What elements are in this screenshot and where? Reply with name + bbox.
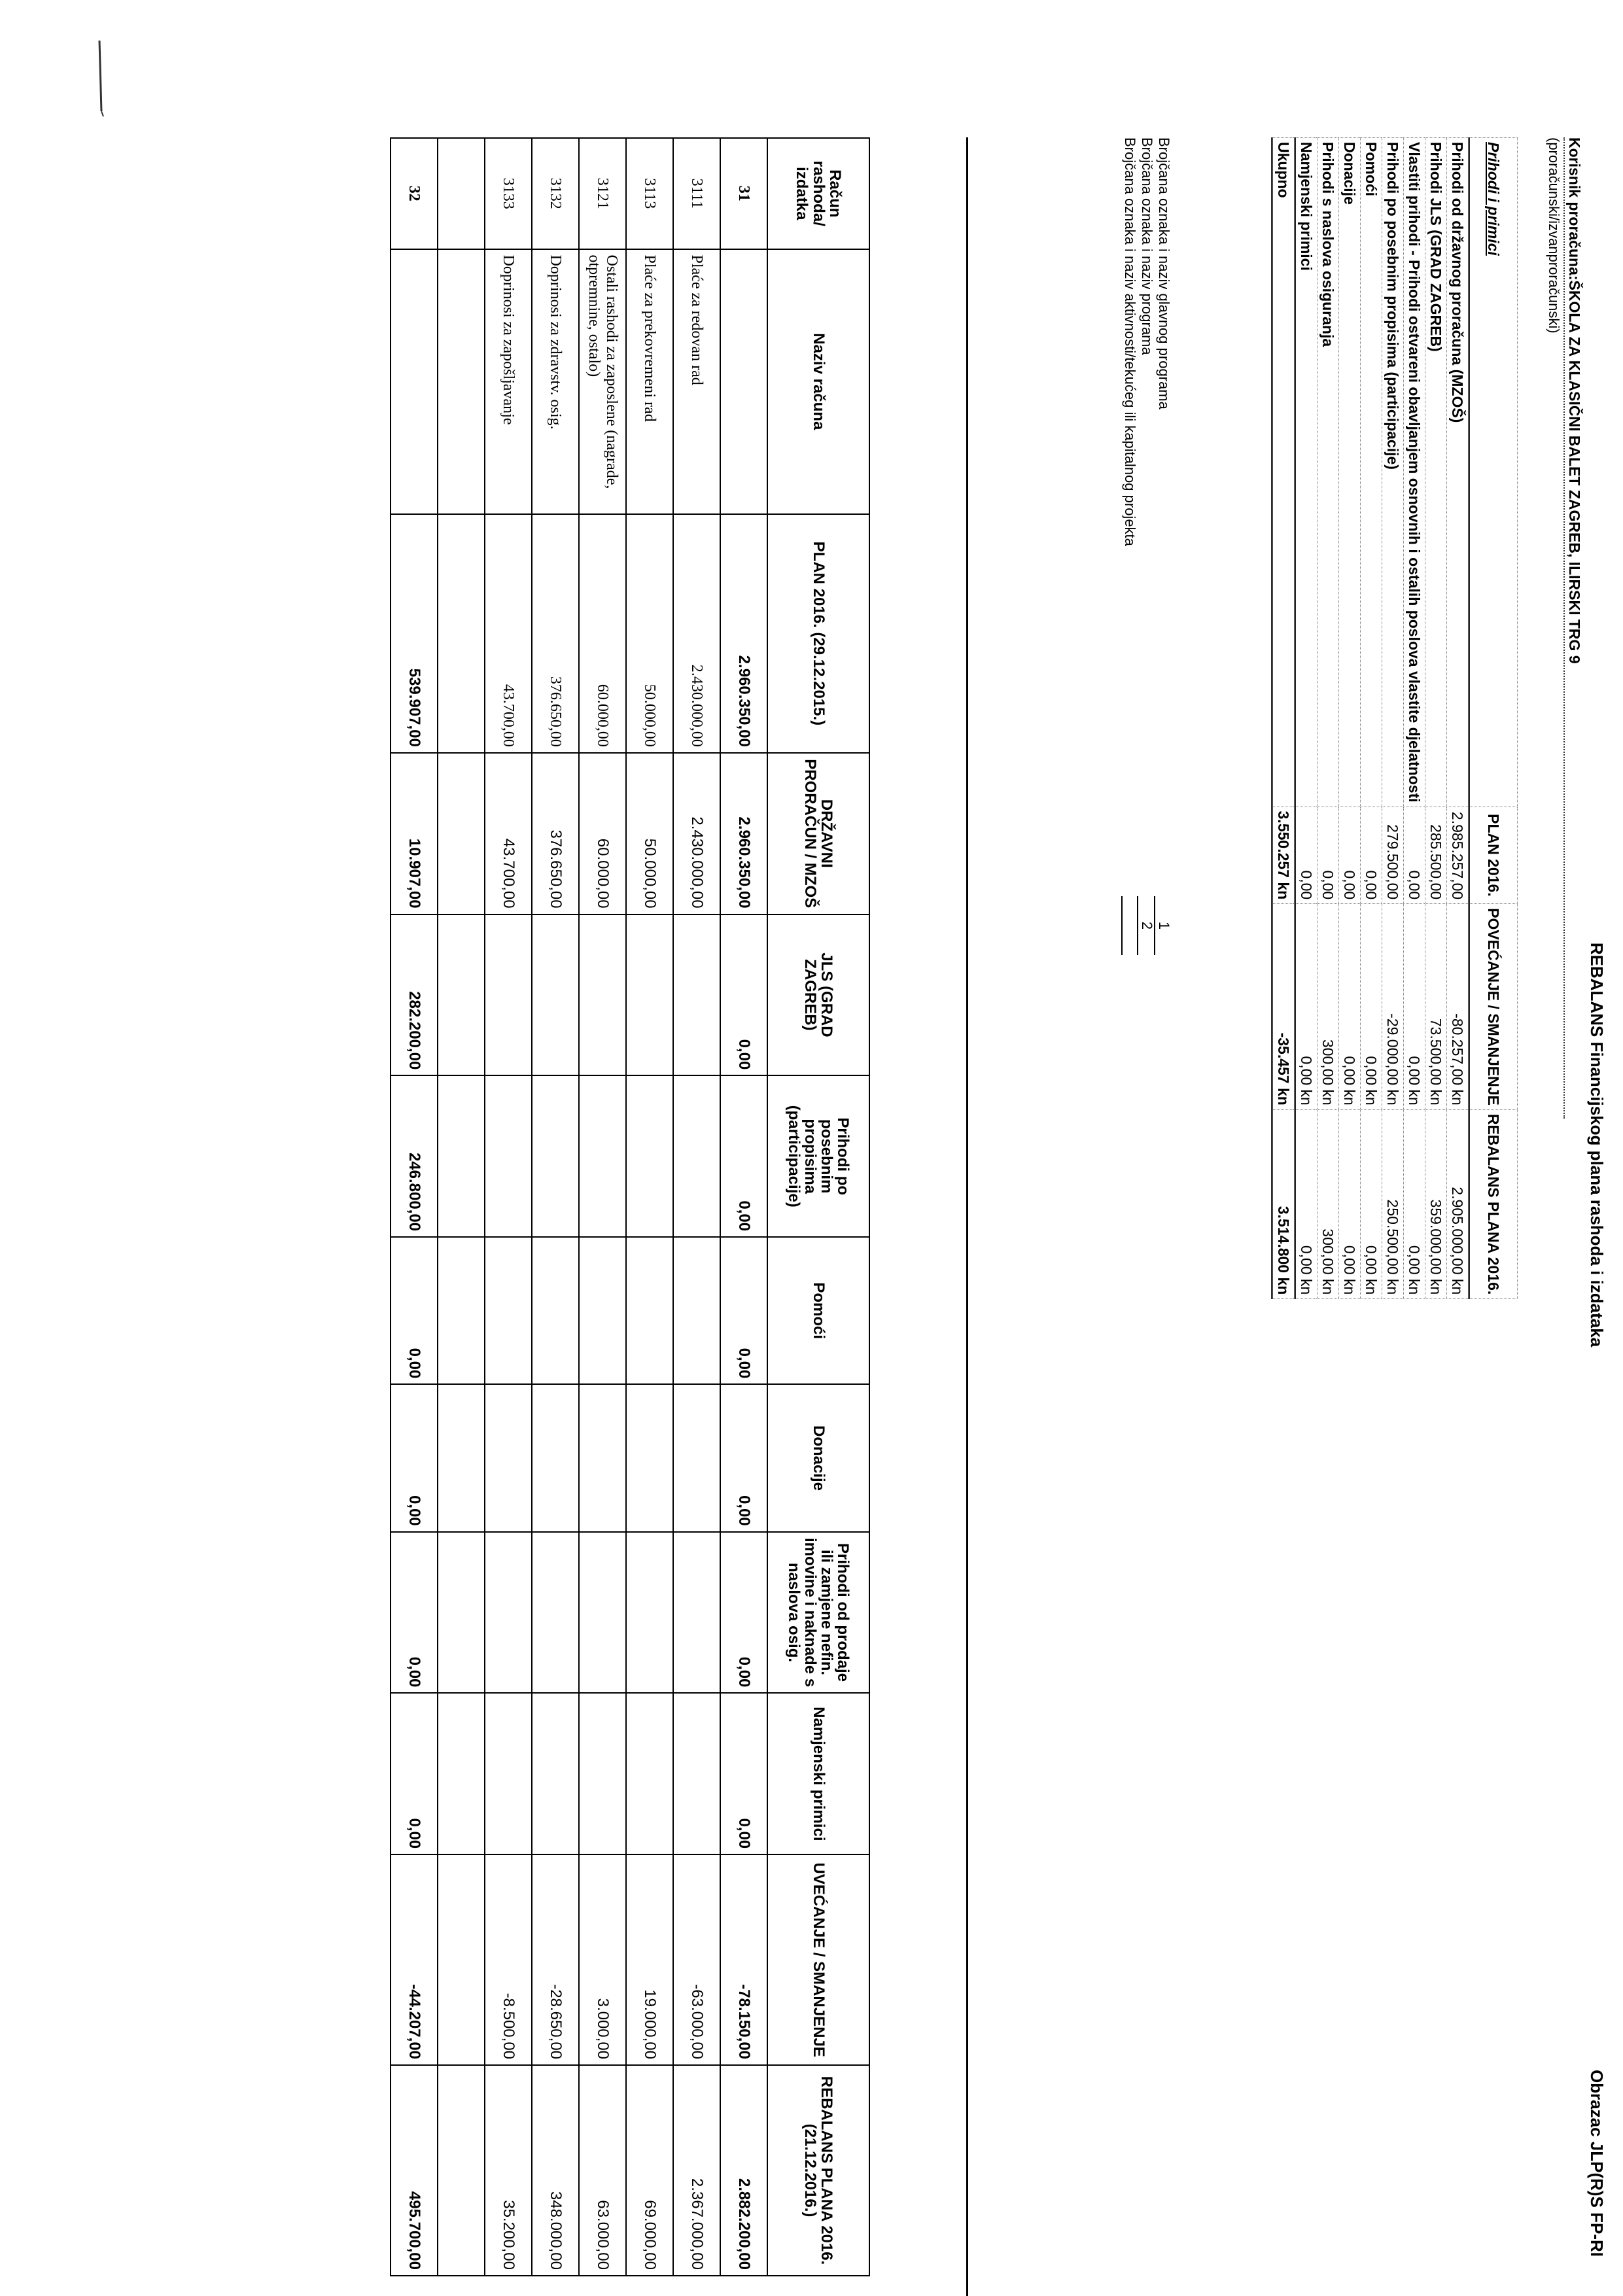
expense-cell-pomoci (438, 1237, 485, 1384)
expense-cell-namjenski: 0,00 (720, 1693, 767, 1854)
income-plan: 285.500,00 (1425, 807, 1447, 904)
expense-cell-mzos: 2.430.000,00 (673, 753, 720, 914)
income-name: Prihodi od državnog proračuna (MZOŠ) (1447, 138, 1469, 807)
income-change: 0,00 kn (1404, 904, 1425, 1110)
expense-cell-name (438, 249, 485, 515)
expense-cell-prodaja: 0,00 (720, 1532, 767, 1694)
income-row (1361, 138, 1382, 1299)
expense-cell-name: Doprinosi za zdravstv. osig. (532, 249, 579, 515)
income-rebalans: 359.000,00 kn (1425, 1109, 1447, 1298)
income-header-plan: PLAN 2016. (1469, 807, 1518, 904)
expense-cell-part: 246.800,00 (391, 1075, 438, 1237)
expense-row (720, 138, 767, 2276)
expense-cell-mzos: 10.907,00 (391, 753, 438, 914)
expense-cell-plan: 2.960.350,00 (720, 514, 767, 753)
program-line-program (1138, 137, 1155, 355)
expense-header-cell: UVEĆANJE / SMANJENJE (767, 1854, 869, 2065)
expense-cell-rebalans: 2.367.000,00 (673, 2065, 720, 2276)
pen-mark (96, 39, 105, 118)
income-header-rebalans: REBALANS PLANA 2016. (1469, 1109, 1518, 1298)
program-line-main-label: Brojčana oznaka i naziv glavnog programa (1156, 137, 1172, 409)
expense-cell-prodaja (626, 1532, 673, 1694)
income-rebalans: 300,00 kn (1318, 1109, 1339, 1298)
expense-cell-pomoci: 0,00 (391, 1237, 438, 1384)
expense-cell-rebalans: 69.000,00 (626, 2065, 673, 2276)
income-name: Namjenski primici (1295, 138, 1318, 807)
expense-cell-mzos: 43.700,00 (485, 753, 532, 914)
expense-cell-pomoci (626, 1237, 673, 1384)
expense-cell-donacije (438, 1384, 485, 1531)
program-line-activity (1121, 137, 1138, 546)
expense-cell-donacije (579, 1384, 626, 1531)
expense-cell-plan: 43.700,00 (485, 514, 532, 753)
income-rebalans: 2.905.000,00 kn (1447, 1109, 1469, 1298)
income-plan: 279.500,00 (1382, 807, 1404, 904)
expense-cell-jls: 0,00 (720, 914, 767, 1076)
expense-cell-donacije (532, 1384, 579, 1531)
expense-cell-pomoci (579, 1237, 626, 1384)
expense-header-cell: Naziv računa (767, 249, 869, 515)
expense-cell-plan: 2.430.000,00 (673, 514, 720, 753)
expense-cell-part (438, 1075, 485, 1237)
income-total-rebalans: 3.514.800 kn (1272, 1109, 1295, 1298)
program-line-activity-label: Brojčana oznaka i naziv aktivnosti/tekućeg ili kapitalnog projekta (1122, 137, 1138, 546)
program-line-main-number: 1 (1154, 896, 1172, 955)
expense-cell-rebalans: 348.000,00 (532, 2065, 579, 2276)
expense-header-cell: JLS (GRAD ZAGREB) (767, 914, 869, 1076)
expense-cell-mzos: 2.960.350,00 (720, 753, 767, 914)
rotated-page (13, 13, 1609, 2276)
expense-cell-namjenski (579, 1693, 626, 1854)
income-rebalans: 0,00 kn (1361, 1109, 1382, 1298)
income-change: 0,00 kn (1295, 904, 1318, 1110)
expense-cell-namjenski (485, 1693, 532, 1854)
expense-cell-code: 3121 (579, 138, 626, 249)
income-rebalans: 0,00 kn (1404, 1109, 1425, 1298)
income-row (1382, 138, 1404, 1299)
expense-cell-namjenski (673, 1693, 720, 1854)
expense-row (626, 138, 673, 2276)
income-change: 0,00 kn (1361, 904, 1382, 1110)
expense-header-cell: Prihodi od prodaje ili zamjene nefin. imovine i naknade s naslova osig. (767, 1532, 869, 1694)
expense-cell-part (673, 1075, 720, 1237)
expense-cell-rebalans: 2.882.200,00 (720, 2065, 767, 2276)
income-name: Vlastiti prihodi - Prihodi ostvareni obavljanjem osnovnih i ostalih poslova vlastite djelatnosti (1404, 138, 1425, 807)
expense-cell-change: 19.000,00 (626, 1854, 673, 2065)
expense-cell-name: Doprinosi za zapošljavanje (485, 249, 532, 515)
expense-cell-code: 32 (391, 138, 438, 249)
expense-header-cell: Donacije (767, 1384, 869, 1531)
expense-cell-rebalans (438, 2065, 485, 2276)
expense-cell-name (720, 249, 767, 515)
page-title: REBALANS Financijskog plana rashoda i izdataka (1587, 942, 1607, 1348)
program-line-program-number: 2 (1137, 896, 1155, 955)
form-code: Obrazac JLP(R)S FP-RI (1587, 2069, 1607, 2257)
expense-cell-name: Ostali rashodi za zaposlene (nagrade, otpremnine, ostalo) (579, 249, 626, 515)
expense-cell-prodaja: 0,00 (391, 1532, 438, 1694)
expense-cell-change: -44.207,00 (391, 1854, 438, 2065)
income-total-change: -35.457 kn (1272, 904, 1295, 1110)
expense-cell-jls (579, 914, 626, 1076)
expense-cell-prodaja (438, 1532, 485, 1694)
income-row (1447, 138, 1469, 1299)
income-plan: 2.985.257,00 (1447, 807, 1469, 904)
expense-cell-pomoci (532, 1237, 579, 1384)
expense-cell-jls (673, 914, 720, 1076)
expense-row (485, 138, 532, 2276)
expense-cell-part (532, 1075, 579, 1237)
program-line-main (1155, 137, 1172, 409)
income-plan: 0,00 (1404, 807, 1425, 904)
expense-cell-plan (438, 514, 485, 753)
income-row (1425, 138, 1447, 1299)
expense-cell-prodaja (532, 1532, 579, 1694)
expense-cell-prodaja (579, 1532, 626, 1694)
expense-cell-name: Plaće za redovan rad (673, 249, 720, 515)
income-name: Prihodi po posebnim propisima (participacije) (1382, 138, 1404, 807)
income-rebalans: 0,00 kn (1339, 1109, 1361, 1298)
income-total-plan: 3.550.257 kn (1272, 807, 1295, 904)
expense-cell-name (391, 249, 438, 515)
income-change: -29.000,00 kn (1382, 904, 1404, 1110)
expense-cell-donacije (673, 1384, 720, 1531)
expense-cell-mzos (438, 753, 485, 914)
expense-cell-jls (626, 914, 673, 1076)
expense-cell-part (626, 1075, 673, 1237)
program-line-activity-number (1121, 896, 1138, 955)
budget-user: Korisnik proračuna:ŠKOLA ZA KLASIČNI BALET ZAGREB, ILIRSKI TRG 9 (1566, 137, 1583, 664)
expense-row (532, 138, 579, 2276)
expense-cell-code: 31 (720, 138, 767, 249)
income-change: -80.257,00 kn (1447, 904, 1469, 1110)
expense-cell-jls: 282.200,00 (391, 914, 438, 1076)
expense-cell-name: Plaće za prekovremeni rad (626, 249, 673, 515)
income-rebalans: 250.500,00 kn (1382, 1109, 1404, 1298)
expense-cell-code: 3132 (532, 138, 579, 249)
expense-header-cell: Prihodi po posebnim propisima (participacije) (767, 1075, 869, 1237)
income-header-row (1469, 138, 1518, 1299)
income-row (1339, 138, 1361, 1299)
expense-cell-donacije: 0,00 (720, 1384, 767, 1531)
expense-cell-namjenski (626, 1693, 673, 1854)
income-row (1318, 138, 1339, 1299)
program-line-program-label: Brojčana oznaka i naziv programa (1139, 137, 1155, 355)
expense-cell-change: -28.650,00 (532, 1854, 579, 2065)
expense-cell-code: 3133 (485, 138, 532, 249)
budget-user-type: (proračunski/izvanproračunski) (1546, 137, 1562, 334)
expense-header-row (767, 138, 869, 2276)
expense-cell-change: -8.500,00 (485, 1854, 532, 2065)
expense-cell-change: 3.000,00 (579, 1854, 626, 2065)
income-table (1271, 137, 1518, 1299)
income-rows (1272, 138, 1469, 1299)
income-change: 0,00 kn (1339, 904, 1361, 1110)
expense-header-cell: PLAN 2016. (29.12.2015.) (767, 514, 869, 753)
expense-cell-code (438, 138, 485, 249)
expense-cell-donacije (485, 1384, 532, 1531)
income-name: Prihodi s naslova osiguranja (1318, 138, 1339, 807)
expense-cell-mzos: 376.650,00 (532, 753, 579, 914)
income-plan: 0,00 (1339, 807, 1361, 904)
expense-cell-mzos: 60.000,00 (579, 753, 626, 914)
income-row (1404, 138, 1425, 1299)
expense-cell-rebalans: 63.000,00 (579, 2065, 626, 2276)
expense-cell-plan: 60.000,00 (579, 514, 626, 753)
expense-cell-plan: 50.000,00 (626, 514, 673, 753)
expense-cell-pomoci: 0,00 (720, 1237, 767, 1384)
expense-rows (391, 138, 767, 2276)
expense-cell-prodaja (673, 1532, 720, 1694)
budget-user-underline (1563, 137, 1565, 1119)
expense-row (579, 138, 626, 2276)
expense-header-cell: Namjenski primici (767, 1693, 869, 1854)
income-plan: 0,00 (1295, 807, 1318, 904)
income-total-row (1272, 138, 1295, 1299)
expense-header-cell: REBALANS PLANA 2016. (21.12.2016.) (767, 2065, 869, 2276)
section-divider (966, 137, 968, 2296)
expense-row (673, 138, 720, 2276)
expense-cell-code: 3113 (626, 138, 673, 249)
expense-cell-rebalans: 35.200,00 (485, 2065, 532, 2276)
expense-cell-change: -78.150,00 (720, 1854, 767, 2065)
expense-cell-mzos: 50.000,00 (626, 753, 673, 914)
income-total-name: Ukupno (1272, 138, 1295, 807)
expense-header-cell: DRŽAVNI PRORAČUN / MZOŠ (767, 753, 869, 914)
income-change: 300,00 kn (1318, 904, 1339, 1110)
expense-cell-pomoci (485, 1237, 532, 1384)
expense-cell-change (438, 1854, 485, 2065)
expense-cell-plan: 376.650,00 (532, 514, 579, 753)
income-row (1295, 138, 1318, 1299)
expense-cell-namjenski: 0,00 (391, 1693, 438, 1854)
income-change: 73.500,00 kn (1425, 904, 1447, 1110)
expense-cell-change: -63.000,00 (673, 1854, 720, 2065)
income-header-change: POVEĆANJE / SMANJENJE (1469, 904, 1518, 1110)
expense-row (391, 138, 438, 2276)
expense-cell-namjenski (438, 1693, 485, 1854)
income-header-name: Prihodi i primici (1469, 138, 1518, 807)
expense-cell-donacije: 0,00 (391, 1384, 438, 1531)
expense-table (390, 137, 870, 2276)
expense-cell-jls (438, 914, 485, 1076)
income-rebalans: 0,00 kn (1295, 1109, 1318, 1298)
expense-header-cell: Račun rashoda/ izdatka (767, 138, 869, 249)
expense-cell-part: 0,00 (720, 1075, 767, 1237)
expense-cell-code: 3111 (673, 138, 720, 249)
expense-cell-rebalans: 495.700,00 (391, 2065, 438, 2276)
income-plan: 0,00 (1361, 807, 1382, 904)
expense-cell-namjenski (532, 1693, 579, 1854)
expense-cell-part (579, 1075, 626, 1237)
expense-cell-prodaja (485, 1532, 532, 1694)
income-name: Prihodi JLS (GRAD ZAGREB) (1425, 138, 1447, 807)
expense-cell-pomoci (673, 1237, 720, 1384)
expense-header-cell: Pomoći (767, 1237, 869, 1384)
expense-cell-jls (532, 914, 579, 1076)
expense-cell-jls (485, 914, 532, 1076)
income-name: Pomoći (1361, 138, 1382, 807)
income-plan: 0,00 (1318, 807, 1339, 904)
expense-cell-plan: 539.907,00 (391, 514, 438, 753)
expense-row (438, 138, 485, 2276)
income-name: Donacije (1339, 138, 1361, 807)
expense-cell-part (485, 1075, 532, 1237)
expense-cell-donacije (626, 1384, 673, 1531)
